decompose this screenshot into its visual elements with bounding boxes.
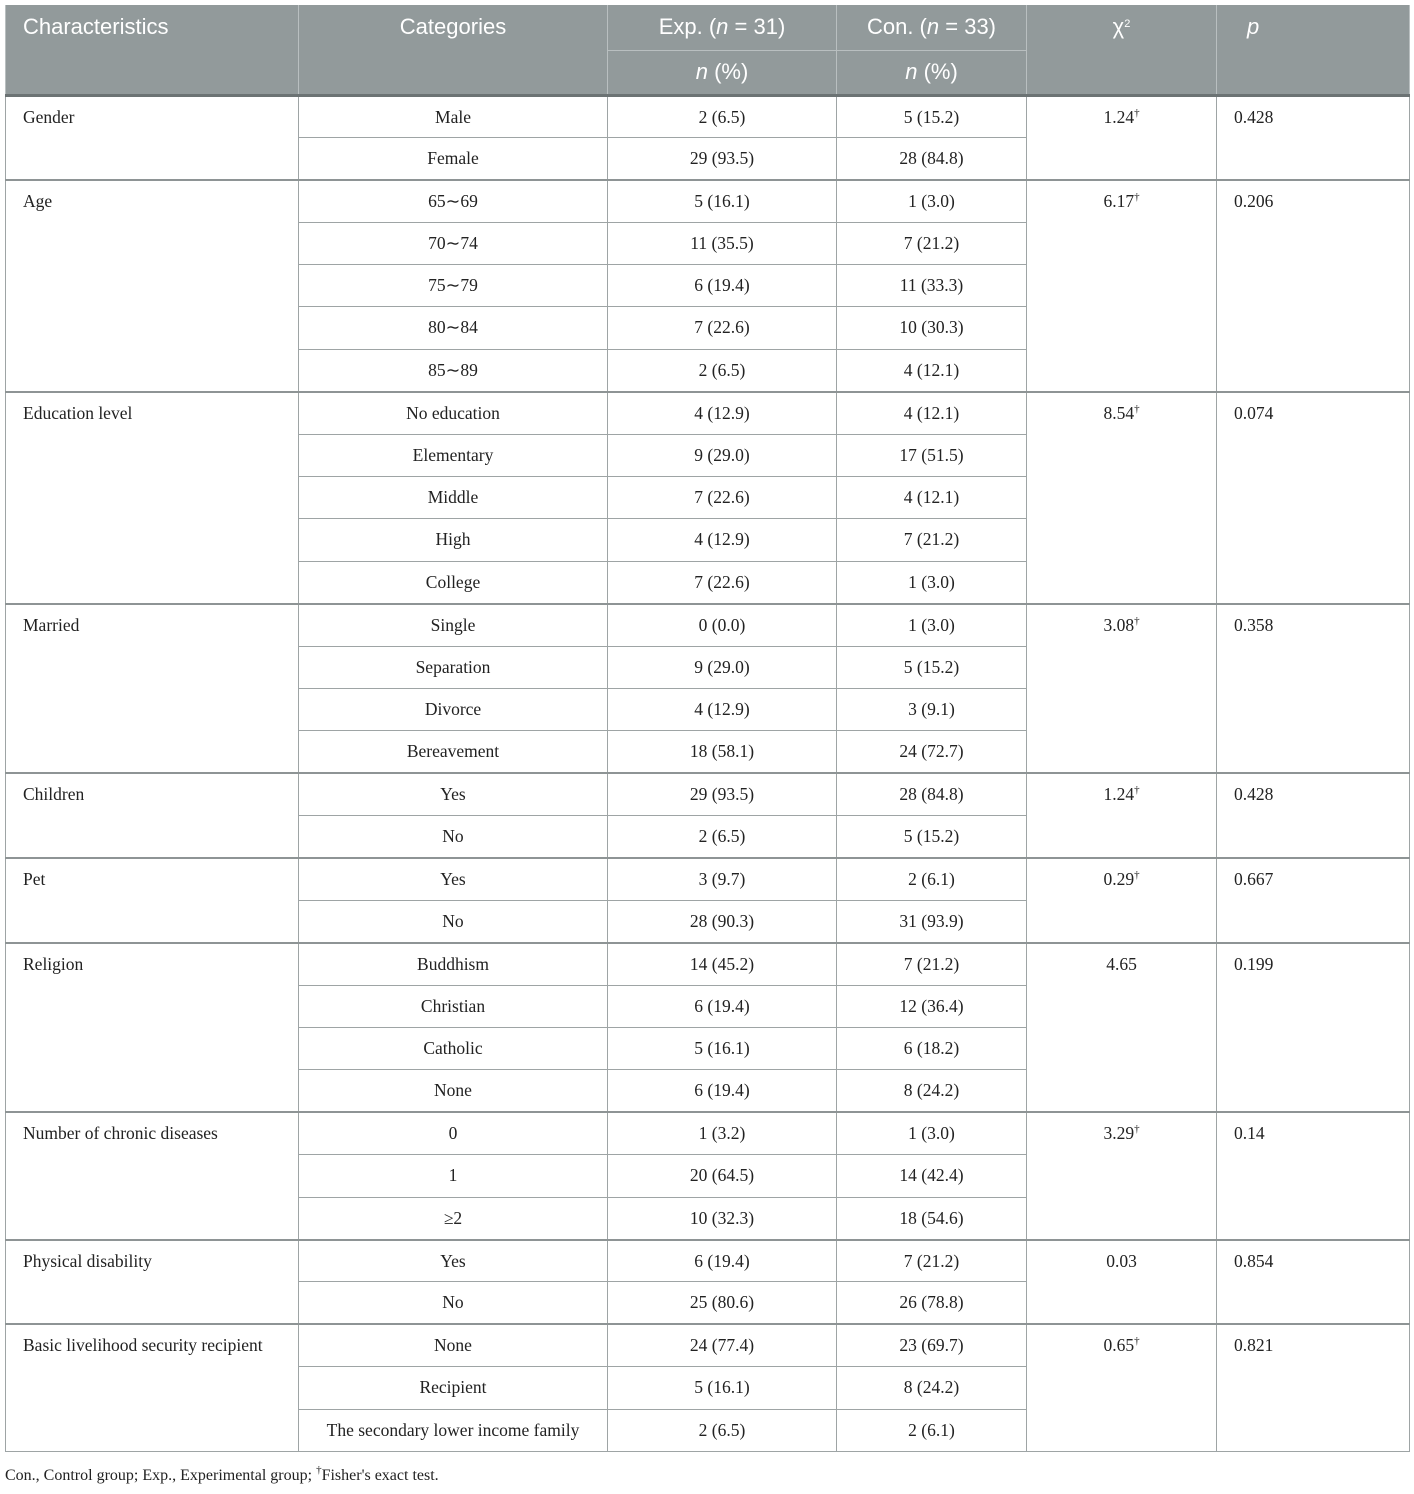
chi-square-value: 3.29 xyxy=(1103,1123,1135,1144)
category-cell: College xyxy=(299,561,608,603)
exp-value-cell: 5 (16.1) xyxy=(608,180,837,222)
con-value-cell: 7 (21.2) xyxy=(837,1240,1027,1282)
table-row xyxy=(6,604,1410,646)
con-value-cell: 4 (12.1) xyxy=(837,349,1027,391)
category-cell: Buddhism xyxy=(299,943,608,985)
exp-value-cell: 6 (19.4) xyxy=(608,1070,837,1112)
category-cell: No xyxy=(299,900,608,942)
category-cell: No xyxy=(299,816,608,858)
fisher-dagger: † xyxy=(1134,106,1140,119)
header-con-sub: n (%) xyxy=(837,50,1027,95)
category-cell: Bereavement xyxy=(299,731,608,773)
fisher-dagger: † xyxy=(1134,784,1140,797)
exp-value-cell: 6 (19.4) xyxy=(608,985,837,1027)
con-value-cell: 26 (78.8) xyxy=(837,1282,1027,1324)
exp-value-cell: 4 (12.9) xyxy=(608,688,837,730)
exp-value-cell: 11 (35.5) xyxy=(608,222,837,264)
chi-square-value: 0.65 xyxy=(1103,1335,1135,1356)
con-value-cell: 11 (33.3) xyxy=(837,265,1027,307)
exp-value-cell: 6 (19.4) xyxy=(608,1240,837,1282)
chi-square-cell xyxy=(1027,1324,1217,1451)
exp-value-cell: 24 (77.4) xyxy=(608,1324,837,1366)
fisher-dagger: † xyxy=(1134,190,1140,203)
con-value-cell: 1 (3.0) xyxy=(837,1112,1027,1154)
characteristic-cell: Physical disability xyxy=(6,1240,299,1325)
exp-value-cell: 18 (58.1) xyxy=(608,731,837,773)
header-exp-sub: n (%) xyxy=(608,50,837,95)
category-cell: 1 xyxy=(299,1155,608,1197)
p-value-cell: 0.206 xyxy=(1217,180,1410,392)
chi-square-value: 1.24 xyxy=(1103,106,1135,127)
con-value-cell: 10 (30.3) xyxy=(837,307,1027,349)
table-row xyxy=(6,1112,1410,1154)
chi-square-cell xyxy=(1027,392,1217,604)
category-cell: 80∼84 xyxy=(299,307,608,349)
characteristic-cell: Married xyxy=(6,604,299,774)
category-cell: No education xyxy=(299,392,608,434)
category-cell: Yes xyxy=(299,858,608,900)
exp-value-cell: 2 (6.5) xyxy=(608,95,837,137)
chi-square-cell xyxy=(1027,858,1217,943)
exp-value-cell: 0 (0.0) xyxy=(608,604,837,646)
fisher-dagger: † xyxy=(1134,1123,1140,1136)
table-footnote xyxy=(5,1464,439,1485)
characteristic-cell: Number of chronic diseases xyxy=(6,1112,299,1239)
exp-value-cell: 9 (29.0) xyxy=(608,434,837,476)
header-exp: Exp. (n = 31) xyxy=(608,5,837,50)
con-value-cell: 31 (93.9) xyxy=(837,900,1027,942)
category-cell: No xyxy=(299,1282,608,1324)
chi-square-value: 0.29 xyxy=(1103,869,1135,890)
con-value-cell: 6 (18.2) xyxy=(837,1028,1027,1070)
chi-square-value: 8.54 xyxy=(1103,402,1135,423)
category-cell: Elementary xyxy=(299,434,608,476)
category-cell: Recipient xyxy=(299,1367,608,1409)
con-value-cell: 3 (9.1) xyxy=(837,688,1027,730)
category-cell: Yes xyxy=(299,1240,608,1282)
table-row xyxy=(6,1240,1410,1282)
category-cell: Separation xyxy=(299,646,608,688)
chi-square-cell xyxy=(1027,943,1217,1113)
table-row xyxy=(6,773,1410,815)
p-value-cell: 0.074 xyxy=(1217,392,1410,604)
con-value-cell: 5 (15.2) xyxy=(837,95,1027,137)
con-value-cell: 28 (84.8) xyxy=(837,137,1027,179)
category-cell: Male xyxy=(299,95,608,137)
table-row xyxy=(6,943,1410,985)
exp-value-cell: 9 (29.0) xyxy=(608,646,837,688)
category-cell: None xyxy=(299,1070,608,1112)
con-value-cell: 2 (6.1) xyxy=(837,1409,1027,1451)
category-cell: Middle xyxy=(299,477,608,519)
category-cell: 0 xyxy=(299,1112,608,1154)
category-cell: None xyxy=(299,1324,608,1366)
p-value-cell: 0.854 xyxy=(1217,1240,1410,1325)
exp-value-cell: 7 (22.6) xyxy=(608,307,837,349)
characteristic-cell: Education level xyxy=(6,392,299,604)
con-value-cell: 4 (12.1) xyxy=(837,477,1027,519)
exp-value-cell: 25 (80.6) xyxy=(608,1282,837,1324)
category-cell: 70∼74 xyxy=(299,222,608,264)
con-value-cell: 5 (15.2) xyxy=(837,646,1027,688)
category-cell: 75∼79 xyxy=(299,265,608,307)
p-value-cell: 0.199 xyxy=(1217,943,1410,1113)
category-cell: Catholic xyxy=(299,1028,608,1070)
category-cell: Christian xyxy=(299,985,608,1027)
exp-value-cell: 1 (3.2) xyxy=(608,1112,837,1154)
characteristic-cell: Children xyxy=(6,773,299,858)
con-value-cell: 4 (12.1) xyxy=(837,392,1027,434)
exp-value-cell: 29 (93.5) xyxy=(608,773,837,815)
con-value-cell: 7 (21.2) xyxy=(837,943,1027,985)
con-value-cell: 14 (42.4) xyxy=(837,1155,1027,1197)
con-value-cell: 28 (84.8) xyxy=(837,773,1027,815)
footnote-fisher: Fisher's exact test. xyxy=(321,1467,439,1484)
category-cell: High xyxy=(299,519,608,561)
exp-value-cell: 6 (19.4) xyxy=(608,265,837,307)
exp-value-cell: 7 (22.6) xyxy=(608,561,837,603)
p-value-cell: 0.821 xyxy=(1217,1324,1410,1451)
exp-value-cell: 4 (12.9) xyxy=(608,519,837,561)
con-value-cell: 1 (3.0) xyxy=(837,561,1027,603)
exp-value-cell: 4 (12.9) xyxy=(608,392,837,434)
chi-square-cell xyxy=(1027,604,1217,774)
exp-value-cell: 14 (45.2) xyxy=(608,943,837,985)
p-value-cell: 0.358 xyxy=(1217,604,1410,774)
con-value-cell: 24 (72.7) xyxy=(837,731,1027,773)
exp-value-cell: 2 (6.5) xyxy=(608,816,837,858)
characteristic-cell: Pet xyxy=(6,858,299,943)
category-cell: Single xyxy=(299,604,608,646)
con-value-cell: 8 (24.2) xyxy=(837,1070,1027,1112)
con-value-cell: 1 (3.0) xyxy=(837,604,1027,646)
p-value-cell: 0.428 xyxy=(1217,773,1410,858)
exp-value-cell: 29 (93.5) xyxy=(608,137,837,179)
chi-square-value: 0.03 xyxy=(1106,1250,1137,1271)
characteristic-cell: Basic livelihood security recipient xyxy=(6,1324,299,1451)
category-cell: Divorce xyxy=(299,688,608,730)
category-cell: The secondary lower income family xyxy=(299,1409,608,1451)
footnote-dagger: † xyxy=(316,1464,322,1476)
demographics-table xyxy=(5,5,1410,1452)
header-p: p xyxy=(1217,5,1410,95)
fisher-dagger: † xyxy=(1134,402,1140,415)
con-value-cell: 1 (3.0) xyxy=(837,180,1027,222)
characteristic-cell: Age xyxy=(6,180,299,392)
table-row xyxy=(6,392,1410,434)
chi-square-cell xyxy=(1027,180,1217,392)
header-characteristics: Characteristics xyxy=(6,5,299,95)
fisher-dagger: † xyxy=(1134,614,1140,627)
con-value-cell: 23 (69.7) xyxy=(837,1324,1027,1366)
con-value-cell: 2 (6.1) xyxy=(837,858,1027,900)
exp-value-cell: 7 (22.6) xyxy=(608,477,837,519)
footnote-text: Con., Control group; Exp., Experimental group; xyxy=(5,1467,317,1484)
table-row xyxy=(6,180,1410,222)
fisher-dagger: † xyxy=(1134,1335,1140,1348)
con-value-cell: 5 (15.2) xyxy=(837,816,1027,858)
con-value-cell: 12 (36.4) xyxy=(837,985,1027,1027)
exp-value-cell: 5 (16.1) xyxy=(608,1367,837,1409)
characteristic-cell: Religion xyxy=(6,943,299,1113)
exp-value-cell: 20 (64.5) xyxy=(608,1155,837,1197)
chi-square-value: 6.17 xyxy=(1103,190,1135,211)
chi-square-cell xyxy=(1027,1240,1217,1325)
chi-square-cell xyxy=(1027,95,1217,180)
category-cell: ≥2 xyxy=(299,1197,608,1239)
chi-square-value: 3.08 xyxy=(1103,614,1135,635)
p-value-cell: 0.428 xyxy=(1217,95,1410,180)
exp-value-cell: 28 (90.3) xyxy=(608,900,837,942)
chi-square-cell xyxy=(1027,773,1217,858)
exp-value-cell: 2 (6.5) xyxy=(608,349,837,391)
table-row xyxy=(6,95,1410,137)
exp-value-cell: 5 (16.1) xyxy=(608,1028,837,1070)
table-header xyxy=(6,5,1410,95)
exp-value-cell: 3 (9.7) xyxy=(608,858,837,900)
chi-square-cell xyxy=(1027,1112,1217,1239)
category-cell: Yes xyxy=(299,773,608,815)
con-value-cell: 8 (24.2) xyxy=(837,1367,1027,1409)
category-cell: 85∼89 xyxy=(299,349,608,391)
exp-value-cell: 2 (6.5) xyxy=(608,1409,837,1451)
table-row xyxy=(6,858,1410,900)
con-value-cell: 7 (21.2) xyxy=(837,519,1027,561)
p-value-cell: 0.667 xyxy=(1217,858,1410,943)
exp-value-cell: 10 (32.3) xyxy=(608,1197,837,1239)
p-value-cell: 0.14 xyxy=(1217,1112,1410,1239)
table-body xyxy=(6,95,1410,1452)
con-value-cell: 7 (21.2) xyxy=(837,222,1027,264)
con-value-cell: 18 (54.6) xyxy=(837,1197,1027,1239)
con-value-cell: 17 (51.5) xyxy=(837,434,1027,476)
table-row xyxy=(6,1324,1410,1366)
chi-square-value: 4.65 xyxy=(1106,953,1137,974)
characteristic-cell: Gender xyxy=(6,95,299,180)
fisher-dagger: † xyxy=(1134,869,1140,882)
category-cell: Female xyxy=(299,137,608,179)
category-cell: 65∼69 xyxy=(299,180,608,222)
header-chi-square: $\chi^2$ xyxy=(1027,5,1217,95)
chi-square-value: 1.24 xyxy=(1103,784,1135,805)
header-categories: Categories xyxy=(299,5,608,95)
header-con: Con. (n = 33) xyxy=(837,5,1027,50)
